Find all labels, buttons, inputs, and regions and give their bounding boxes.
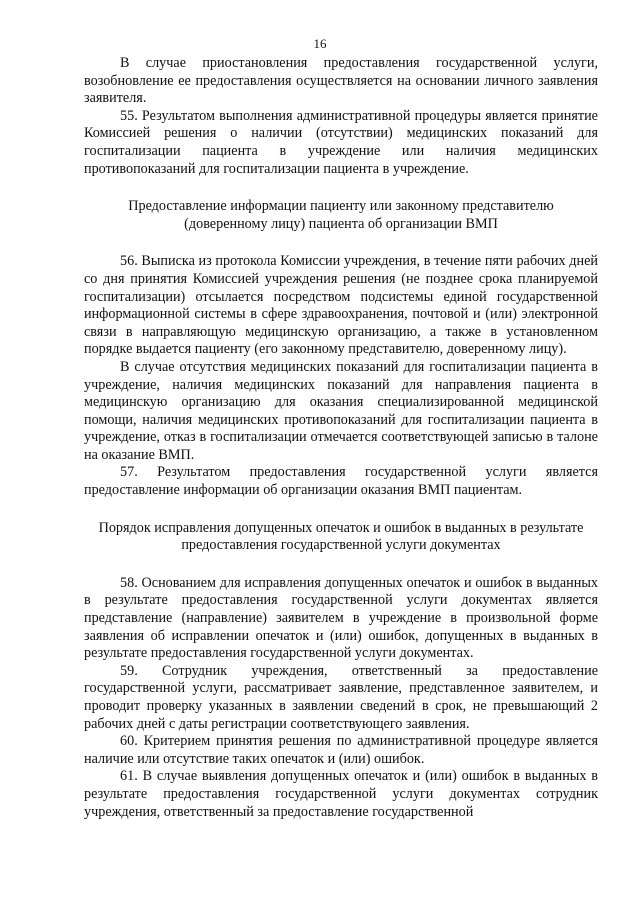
- paragraph-no-indications: В случае отсутствия медицинских показаний для госпитализации пациента в учреждение, наличия медицинских показаний для направления пациента в медицинскую организацию для оказания специализированной медицинской помощи, наличия медицинских противопоказаний для госпитализации пациента в учреждение, отказ в госпитализации отмечается соответствующей записью в талоне на оказание ВМП.: [84, 358, 598, 463]
- paragraph-55: 55. Результатом выполнения административной процедуры является принятие Комиссией решения о наличии (отсутствии) медицинских показаний для госпитализации пациента в учреждение или наличия медицинских противопоказаний для госпитализации пациента в учреждение.: [84, 107, 598, 177]
- paragraph-61: 61. В случае выявления допущенных опечаток и (или) ошибок в выданных в результате предоставления государственной услуги документах сотрудник учреждения, ответственный за предоставление государственной: [84, 768, 598, 820]
- paragraph-60: 60. Критерием принятия решения по административной процедуре является наличие или отсутствие таких опечаток и (или) ошибок.: [84, 733, 598, 767]
- paragraph-58: 58. Основанием для исправления допущенных опечаток и ошибок в выданных в результате предоставления государственной услуги документах является представление (направление) заявителем в учреждение в произвольной форме заявления об исправлении опечаток и (или) ошибок, допущенных в выданных в результате предоставления государственной услуги документах.: [84, 574, 598, 662]
- paragraph-59: 59. Сотрудник учреждения, ответственный за предоставление государственной услуги, рассматривает заявление, представленное заявителем, и проводит проверку указанных в заявлении сведений в срок, не превышающий 2 рабочих дней с даты регистрации соответствующего заявления.: [84, 662, 598, 732]
- page-number: 16: [313, 36, 327, 51]
- paragraph-57: 57. Результатом предоставления государственной услуги является предоставление информации об организации оказания ВМП пациентам.: [84, 464, 598, 499]
- paragraph-56: 56. Выписка из протокола Комиссии учреждения, в течение пяти рабочих дней со дня принятия Комиссией учреждения решения (не позднее срока планируемой госпитализации) отсылается посредством подсистемы единой государственной информационной системы в сфере здравоохранения, почтовой и (или) электронной связи в направляющую медицинскую организацию, а также в установленном порядке выдается пациенту (его законному представителю, доверенному лицу).: [84, 253, 598, 358]
- section-heading-patient-info: Предоставление информации пациенту или законному представителю (доверенному лицу) пациента об организации ВМП: [128, 198, 554, 232]
- section-heading-error-correction: Порядок исправления допущенных опечаток и ошибок в выданных в результате предоставления государственной услуги документах: [98, 519, 584, 554]
- document-body: [84, 55, 598, 821]
- paragraph-suspension: В случае приостановления предоставления государственной услуги, возобновление ее предоставления осуществляется на основании личного заявления заявителя.: [84, 55, 598, 107]
